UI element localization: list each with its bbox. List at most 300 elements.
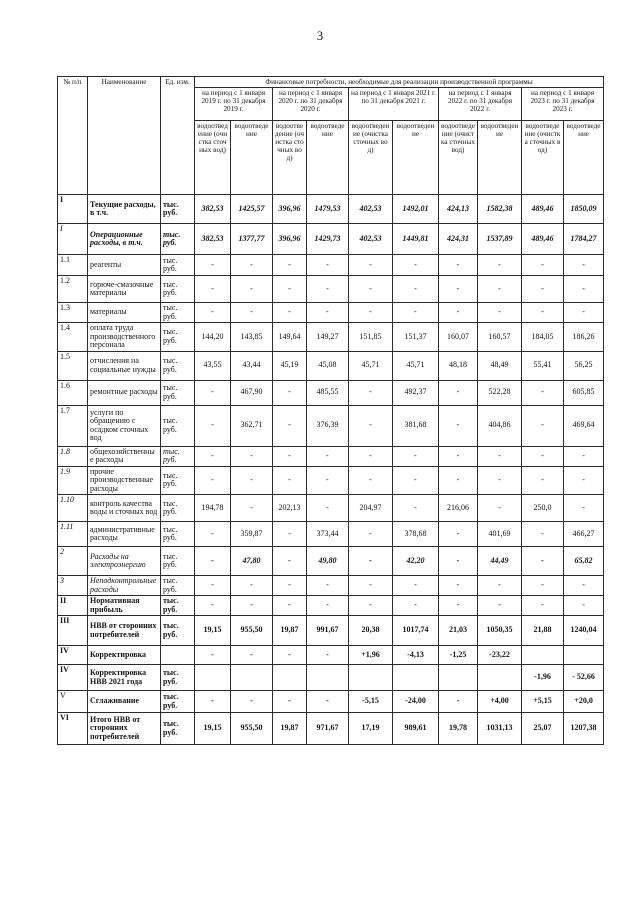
row-value: - — [273, 596, 307, 616]
row-value: - — [522, 303, 564, 323]
row-value: 202,13 — [273, 495, 307, 522]
row-value: 396,96 — [273, 195, 307, 224]
table-row — [58, 255, 604, 276]
table-row — [58, 466, 604, 495]
row-value: 955,50 — [231, 616, 273, 646]
row-value: 144,20 — [195, 323, 231, 352]
row-value — [522, 646, 564, 665]
row-number: 1.3 — [58, 303, 88, 323]
row-value: - — [478, 596, 522, 616]
page-number: 3 — [316, 29, 324, 43]
row-value: 401,69 — [478, 522, 522, 547]
period-header: на период с 1 января 2023 г. по 31 декабря 2023 г. — [522, 88, 604, 121]
row-value: 149,27 — [307, 323, 349, 352]
row-value: 151,85 — [349, 323, 393, 352]
row-value: 376,39 — [307, 405, 349, 446]
row-name: Текущие расходы, в т.ч. — [88, 195, 161, 224]
row-name: материалы — [88, 303, 161, 323]
row-value: - — [307, 255, 349, 276]
row-value: - — [564, 255, 604, 276]
row-value: 19,15 — [195, 616, 231, 646]
row-value: 186,26 — [564, 323, 604, 352]
row-value: 42,20 — [393, 547, 439, 576]
row-value: 1031,13 — [478, 713, 522, 745]
row-value: - — [439, 446, 478, 466]
row-value: - — [195, 522, 231, 547]
row-value: - — [231, 691, 273, 713]
row-value: - — [393, 466, 439, 495]
row-unit: тыс. руб. — [161, 351, 195, 380]
row-value: - — [478, 276, 522, 303]
row-value: 19,87 — [273, 616, 307, 646]
row-value: - — [349, 522, 393, 547]
row-value: 971,67 — [307, 713, 349, 745]
row-value: 1017,74 — [393, 616, 439, 646]
row-value: 45,71 — [393, 351, 439, 380]
row-value: 19,78 — [439, 713, 478, 745]
row-value — [195, 665, 231, 691]
row-value: 19,15 — [195, 713, 231, 745]
row-value: 1784,27 — [564, 224, 604, 255]
row-value: 492,37 — [393, 380, 439, 405]
table-row — [58, 195, 604, 224]
row-unit: тыс. руб. — [161, 195, 195, 224]
row-value — [478, 665, 522, 691]
row-value: - — [195, 466, 231, 495]
table-row — [58, 646, 604, 665]
row-value: 396,96 — [273, 224, 307, 255]
row-value: 216,06 — [439, 495, 478, 522]
row-value: - — [522, 596, 564, 616]
row-value: - — [478, 466, 522, 495]
row-value: - — [231, 276, 273, 303]
header-number: № п/п — [58, 77, 88, 195]
row-value: 48,18 — [439, 351, 478, 380]
row-value: 1429,73 — [307, 224, 349, 255]
row-name: реагенты — [88, 255, 161, 276]
row-value: - — [273, 405, 307, 446]
subheader-treatment: водоотведение (очистка сточных вод) — [349, 121, 393, 195]
header-name: Наименование — [88, 77, 161, 195]
row-value: - — [307, 646, 349, 665]
row-value: - — [349, 466, 393, 495]
row-value: - — [307, 495, 349, 522]
row-value: - — [522, 380, 564, 405]
row-number: 1.2 — [58, 276, 88, 303]
row-value: - — [349, 276, 393, 303]
row-value: - — [439, 303, 478, 323]
row-name: горюче-смазочные материалы — [88, 276, 161, 303]
row-value: - — [478, 495, 522, 522]
header-unit: Ед. изм. — [161, 77, 195, 195]
period-header: на период с 1 января 2021 г. по 31 декабря 2021 г. — [349, 88, 439, 121]
row-value — [393, 665, 439, 691]
row-value: 522,28 — [478, 380, 522, 405]
row-value: - — [273, 466, 307, 495]
row-value: - — [393, 446, 439, 466]
row-value: -4,13 — [393, 646, 439, 665]
table-row — [58, 665, 604, 691]
row-value: - — [273, 255, 307, 276]
row-name: Операционные расходы, в т.ч. — [88, 224, 161, 255]
financial-needs-table — [57, 76, 604, 745]
row-value: 382,53 — [195, 224, 231, 255]
row-value: 991,67 — [307, 616, 349, 646]
row-value: 1207,38 — [564, 713, 604, 745]
row-value: 381,68 — [393, 405, 439, 446]
row-unit: тыс. руб. — [161, 713, 195, 745]
row-number: V — [58, 691, 88, 713]
row-value: - — [273, 380, 307, 405]
row-unit: тыс. руб. — [161, 576, 195, 596]
row-value: - — [231, 646, 273, 665]
row-value: - — [349, 303, 393, 323]
row-value: - — [478, 576, 522, 596]
row-value: - — [195, 303, 231, 323]
row-number: 3 — [58, 576, 88, 596]
row-value: - — [195, 547, 231, 576]
table-row — [58, 713, 604, 745]
row-value: - — [349, 446, 393, 466]
row-value: 160,57 — [478, 323, 522, 352]
row-value: - — [393, 596, 439, 616]
row-unit: тыс. руб. — [161, 547, 195, 576]
row-value: - — [522, 405, 564, 446]
row-value: - — [307, 276, 349, 303]
row-value: 402,53 — [349, 224, 393, 255]
table-row — [58, 616, 604, 646]
row-value: 378,68 — [393, 522, 439, 547]
period-header: на период с 1 января 2020 г. по 31 декабря 2020 г. — [273, 88, 349, 121]
row-value: 20,38 — [349, 616, 393, 646]
row-value: - — [231, 495, 273, 522]
row-value: 605,85 — [564, 380, 604, 405]
row-value: 48,49 — [478, 351, 522, 380]
row-value: - — [478, 255, 522, 276]
row-value: 184,05 — [522, 323, 564, 352]
row-value: - — [522, 522, 564, 547]
row-value: -24,00 — [393, 691, 439, 713]
row-value: 424,13 — [439, 195, 478, 224]
row-value: - — [273, 547, 307, 576]
row-value: - — [231, 466, 273, 495]
row-number: 1.6 — [58, 380, 88, 405]
row-value: 469,64 — [564, 405, 604, 446]
row-number: 1.7 — [58, 405, 88, 446]
row-value: +4,00 — [478, 691, 522, 713]
row-number: 1.11 — [58, 522, 88, 547]
row-value: - — [195, 596, 231, 616]
row-value: 404,86 — [478, 405, 522, 446]
row-value: 402,53 — [349, 195, 393, 224]
row-value: - — [307, 303, 349, 323]
row-value: - — [307, 446, 349, 466]
row-value: 19,87 — [273, 713, 307, 745]
row-value: - — [195, 646, 231, 665]
row-unit — [161, 646, 195, 665]
row-value: - — [564, 276, 604, 303]
subheader-disposal: водоотведение — [564, 121, 604, 195]
row-value: - — [231, 255, 273, 276]
row-value: 1449,81 — [393, 224, 439, 255]
row-value: 1850,09 — [564, 195, 604, 224]
row-value: - — [273, 691, 307, 713]
row-value: 25,07 — [522, 713, 564, 745]
table-row — [58, 276, 604, 303]
row-value: - — [195, 576, 231, 596]
row-value: 489,46 — [522, 224, 564, 255]
row-value: -1,96 — [522, 665, 564, 691]
row-value: 65,82 — [564, 547, 604, 576]
row-value: - — [564, 596, 604, 616]
period-header: на период с 1 января 2022 г. по 31 декабря 2022 г. — [439, 88, 522, 121]
row-value: - — [273, 576, 307, 596]
row-value: 485,55 — [307, 380, 349, 405]
row-value: - — [195, 255, 231, 276]
row-value: - — [439, 576, 478, 596]
row-value: - — [349, 547, 393, 576]
row-value: - — [273, 522, 307, 547]
row-value: +20,0 — [564, 691, 604, 713]
table-row — [58, 405, 604, 446]
row-value: +5,15 — [522, 691, 564, 713]
row-value: - — [478, 446, 522, 466]
row-unit: тыс. руб. — [161, 224, 195, 255]
row-value: - — [349, 405, 393, 446]
row-value: - — [273, 303, 307, 323]
row-value: 160,07 — [439, 323, 478, 352]
subheader-disposal: водоотведение — [478, 121, 522, 195]
row-value: - — [393, 303, 439, 323]
row-value: - — [439, 255, 478, 276]
row-value — [564, 646, 604, 665]
row-unit: тыс. руб. — [161, 276, 195, 303]
row-value: - — [393, 255, 439, 276]
subheader-disposal: водоотведение — [231, 121, 273, 195]
row-number: 2 — [58, 547, 88, 576]
row-value: - — [393, 276, 439, 303]
row-name: Корректировка — [88, 646, 161, 665]
row-value: - — [522, 446, 564, 466]
row-number: I — [58, 224, 88, 255]
row-value: 194,78 — [195, 495, 231, 522]
row-number: 1.9 — [58, 466, 88, 495]
row-value: 359,87 — [231, 522, 273, 547]
row-value: - — [273, 276, 307, 303]
row-name: контроль качества воды и сточных вод — [88, 495, 161, 522]
row-value: 1240,04 — [564, 616, 604, 646]
row-value: - — [231, 446, 273, 466]
subheader-disposal: водоотведение — [307, 121, 349, 195]
header-group: Финансовые потребности, необходимые для реализации производственной программы — [195, 77, 604, 88]
table-row — [58, 351, 604, 380]
row-value: 489,46 — [522, 195, 564, 224]
table-row — [58, 596, 604, 616]
row-value: 1492,01 — [393, 195, 439, 224]
row-name: Нормативная прибыль — [88, 596, 161, 616]
row-value: - — [349, 380, 393, 405]
table-row — [58, 691, 604, 713]
row-value: - — [522, 466, 564, 495]
table-row — [58, 547, 604, 576]
row-unit: тыс. руб. — [161, 405, 195, 446]
row-value: - — [307, 596, 349, 616]
row-value: - — [439, 547, 478, 576]
row-value: 151,37 — [393, 323, 439, 352]
subheader-treatment: водоотведение (очистка сточных вод) — [439, 121, 478, 195]
row-value: - — [195, 380, 231, 405]
subheader-treatment: водоотведение (очистка сточных вод) — [522, 121, 564, 195]
row-value — [273, 665, 307, 691]
row-value: - — [439, 380, 478, 405]
row-name: оплата труда производственного персонала — [88, 323, 161, 352]
row-value: - — [439, 466, 478, 495]
row-value: - — [522, 255, 564, 276]
row-value: 21,88 — [522, 616, 564, 646]
row-unit: тыс. руб. — [161, 303, 195, 323]
subheader-treatment: водоотведение (очистка сточных вод) — [273, 121, 307, 195]
row-value: - — [231, 303, 273, 323]
row-value: 43,44 — [231, 351, 273, 380]
row-name: Неподконтрольные расходы — [88, 576, 161, 596]
row-value: 45,71 — [349, 351, 393, 380]
table-row — [58, 380, 604, 405]
row-unit: тыс. руб. — [161, 323, 195, 352]
row-value: 1582,38 — [478, 195, 522, 224]
subheader-treatment: водоотведение (очистка сточных вод) — [195, 121, 231, 195]
row-name: НВВ от сторонних потребителей — [88, 616, 161, 646]
table-row — [58, 323, 604, 352]
row-value: - — [564, 446, 604, 466]
row-value: - — [522, 276, 564, 303]
period-header: на период с 1 января 2019 г. по 31 декабря 2019 г. — [195, 88, 273, 121]
row-value: 250,0 — [522, 495, 564, 522]
row-value: - — [231, 596, 273, 616]
row-name: общехозяйственные расходы — [88, 446, 161, 466]
row-value: - — [393, 495, 439, 522]
row-value: -23,22 — [478, 646, 522, 665]
row-name: Расходы на электроэнергию — [88, 547, 161, 576]
row-value: 143,85 — [231, 323, 273, 352]
row-name: Итого НВВ от сторонних потребителей — [88, 713, 161, 745]
row-value: 1377,77 — [231, 224, 273, 255]
row-number: 1.8 — [58, 446, 88, 466]
row-value: 989,61 — [393, 713, 439, 745]
row-value: 45,08 — [307, 351, 349, 380]
row-value: - — [564, 466, 604, 495]
row-value: - — [564, 303, 604, 323]
row-number: III — [58, 616, 88, 646]
row-value: 1425,57 — [231, 195, 273, 224]
table-row — [58, 522, 604, 547]
row-name: отчисления на социальные нужды — [88, 351, 161, 380]
row-unit: тыс. руб. — [161, 466, 195, 495]
row-value: - — [349, 596, 393, 616]
row-value: - — [439, 596, 478, 616]
row-value: 373,44 — [307, 522, 349, 547]
row-value: - — [564, 576, 604, 596]
row-unit: тыс. руб. — [161, 495, 195, 522]
row-value: - — [195, 276, 231, 303]
row-number: 1.10 — [58, 495, 88, 522]
row-number: 1.5 — [58, 351, 88, 380]
row-unit: тыс. руб. — [161, 616, 195, 646]
row-value: - — [564, 495, 604, 522]
row-value: 1537,89 — [478, 224, 522, 255]
row-value: 1050,35 — [478, 616, 522, 646]
row-unit: тыс. руб. — [161, 691, 195, 713]
row-value: 149,64 — [273, 323, 307, 352]
row-value: - — [349, 576, 393, 596]
row-name: Сглаживание — [88, 691, 161, 713]
row-value: 466,27 — [564, 522, 604, 547]
row-value: - — [522, 547, 564, 576]
row-number: IV — [58, 646, 88, 665]
row-value: - — [439, 522, 478, 547]
row-name: прочие производственные расходы — [88, 466, 161, 495]
table-row — [58, 303, 604, 323]
table-row — [58, 576, 604, 596]
row-value: - — [439, 405, 478, 446]
row-value: - — [195, 691, 231, 713]
row-unit: тыс. руб. — [161, 255, 195, 276]
row-number: IV — [58, 665, 88, 691]
row-value: - — [195, 405, 231, 446]
row-value — [231, 665, 273, 691]
row-value: 382,53 — [195, 195, 231, 224]
row-unit: тыс. руб. — [161, 380, 195, 405]
row-number: 1.4 — [58, 323, 88, 352]
row-value: 362,71 — [231, 405, 273, 446]
row-value: -1,25 — [439, 646, 478, 665]
row-value — [349, 665, 393, 691]
row-value: 424,31 — [439, 224, 478, 255]
row-unit: тыс. руб. — [161, 446, 195, 466]
row-value: 955,50 — [231, 713, 273, 745]
row-value: - — [439, 691, 478, 713]
subheader-disposal: водоотведение — [393, 121, 439, 195]
row-name: административные расходы — [88, 522, 161, 547]
table-row — [58, 224, 604, 255]
row-value: -5,15 — [349, 691, 393, 713]
row-value: 56,25 — [564, 351, 604, 380]
row-value: - — [307, 691, 349, 713]
row-value: - — [393, 576, 439, 596]
row-value: - — [439, 276, 478, 303]
row-value: 49,80 — [307, 547, 349, 576]
row-number: II — [58, 596, 88, 616]
row-value: - — [349, 255, 393, 276]
row-value: 17,19 — [349, 713, 393, 745]
row-name: Корректировка НВВ 2021 года — [88, 665, 161, 691]
row-value: 21,03 — [439, 616, 478, 646]
row-number: I — [58, 195, 88, 224]
row-unit: тыс. руб. — [161, 665, 195, 691]
row-value: - — [195, 446, 231, 466]
table-row — [58, 446, 604, 466]
row-value — [439, 665, 478, 691]
row-value: 1479,53 — [307, 195, 349, 224]
row-value: 43,55 — [195, 351, 231, 380]
row-value: +1,96 — [349, 646, 393, 665]
row-value: - — [522, 576, 564, 596]
row-value: 204,97 — [349, 495, 393, 522]
row-value: - — [478, 303, 522, 323]
table-header — [58, 77, 604, 195]
row-name: услуги по обращению с осадком сточных вод — [88, 405, 161, 446]
row-value: 45,19 — [273, 351, 307, 380]
table-row — [58, 495, 604, 522]
